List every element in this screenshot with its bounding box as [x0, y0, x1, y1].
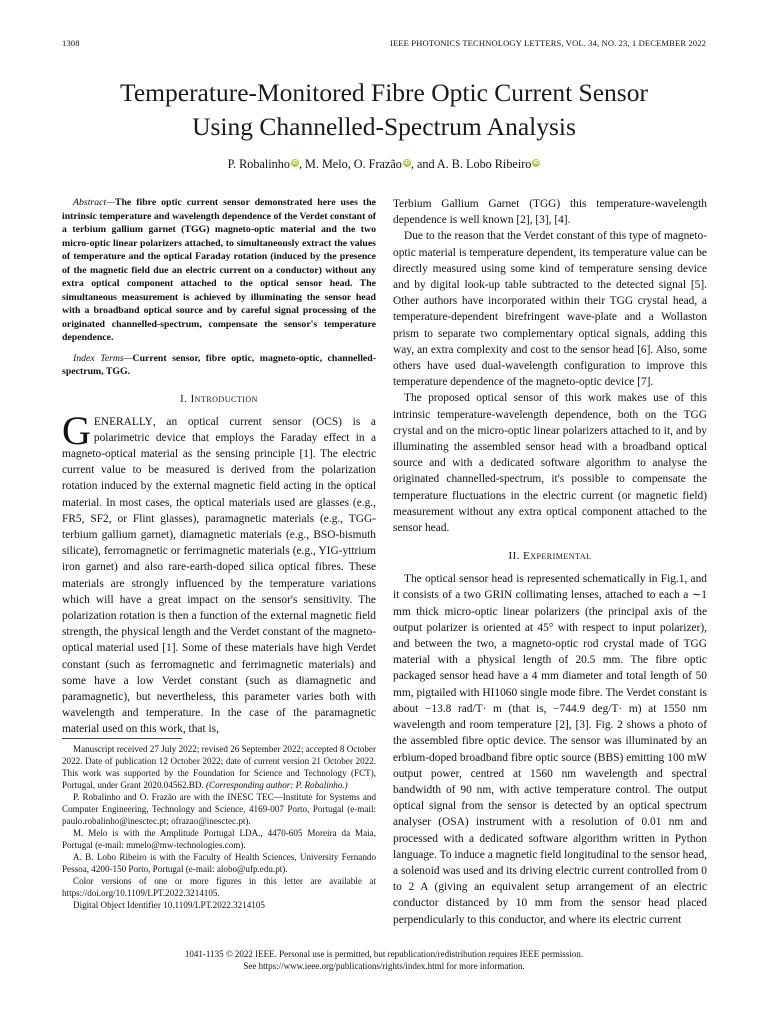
intro-paragraph-2: Due to the reason that the Verdet constant of this type of magneto-optic material is temperature dependent, its temperature value can be directly measured using some kind of temperature sensing device and by digital look-up table subtracted to the detected signal [5]. Other authors have incorporated within their TGG crystal head, a temperature-dependent birefringent wave-plate and a Wollaston prism to separate two complementary optical signals, adding this way, an extra complexity and cost to the sensor head [6]. Also, some others have used dual-wavelength configuration to improve this temperature dependence of the magneto-optic device [7]. — [393, 230, 707, 389]
intro-lead-word: ENERALLY — [93, 415, 153, 428]
intro-paragraph-1: GENERALLY, an optical current sensor (OCS) is a polarimetric device that employs the Faraday effect in a magneto-optical material as the sensing principle [1]. The electric current value to be measured is derived from the polarization rotation induced by the external magnetic field acting in the optical material. In most cases, the optical materials used are glasses (e.g., FR5, SF2, or Flint glasses), paramagnetic materials (e.g., TGG-terbium gallium garnet), diamagnetic materials (e.g., BSO-bismuth silicate), ferromagnetic or ferrimagnetic materials (e.g., YIG-yttrium iron garnet) and also rare-earth-doped silica optical fibres. These materials are strongly influenced by the temperature variations which will have a great impact on the sensor's sensitivity. The polarization rotation is then a function of the external magnetic field strength, the physical length and the Verdet constant of the magneto-optical material used [1]. Some of these materials have high Verdet constant (such as ferromagnetic and ferrimagnetic materials) and some have a low Verdet constant (such as diamagnetic and paramagnetic), but nevertheless, this parameter varies both with wavelength and temperature. In the case of the paramagnetic material used on this work, that is, — [62, 407, 376, 736]
footnote-doi: Digital Object Identifier 10.1109/LPT.2022.3214105 — [73, 900, 265, 910]
orcid-icon[interactable]: iD — [404, 160, 410, 166]
footnote-affiliation-1: P. Robalinho and O. Frazão are with the INESC TEC—Institute for Systems and Computer Engineering, Technology and Science, 4169-007 Porto, Portugal (e-mail: paulo.robalinho@inesctec.pt; ofrazao@inesctec.pt). — [62, 792, 376, 826]
author-4: , and A. B. Lobo Ribeiro — [410, 157, 532, 171]
footnote-color-versions: Color versions of one or more figures in this letter are available at https://doi.org/10.1109/LPT.2022.3214105. — [62, 876, 376, 898]
abstract — [62, 196, 376, 345]
section-heading-experimental: II. Experimental — [508, 550, 592, 563]
copyright-line-2: See https://www.ieee.org/publications/rights/index.html for more information. — [243, 961, 525, 971]
author-list — [40, 157, 728, 172]
title-line-2: Using Channelled-Spectrum Analysis — [192, 112, 576, 141]
abstract-text: The fibre optic current sensor demonstrated here uses the intrinsic temperature and wavelength dependence of the Verdet constant of a terbium gallium garnet (TGG) magneto-optic material and the two micro-optic linear polarizers attached, to simultaneously extract the values of temperature and the optical Faraday rotation (induced by the presence of the magnetic field due an electric current on a conductor) without any extra optical component attached to the optical sensor head. The simultaneous measurement is achieved by illuminating the sensor head with a broadband optical source and by careful signal processing of the originated channelled-spectrum, compensate the sensor's temperature dependence. — [62, 197, 376, 343]
footnote-affiliation-3: A. B. Lobo Ribeiro is with the Faculty of Health Sciences, University Fernando Pessoa, 4200-150 Porto, Portugal (e-mail: alobo@ufp.edu.pt). — [62, 852, 376, 874]
left-column — [62, 196, 376, 738]
copyright-footer — [40, 948, 728, 972]
experimental-paragraph-1: The optical sensor head is represented schematically in Fig.1, and it consists of a two GRIN collimating lenses, attached to each a ∼1 mm thick micro-optic linear polarizers (the principal axis of the output polarizer is oriented at 45° with respect to input polarizer), and between the two, a magneto-optic rod crystal made of TGG material with a physical length of 20.5 mm. The fibre optic packaged sensor head have a 4 mm diameter and total length of 50 mm, pigtailed with HI1060 single mode fibre. The Verdet constant is about −13.8 rad/T· m (that is, −744.9 deg/T· m) at 1550 nm wavelength and room temperature [2], [3]. Fig. 2 shows a photo of the assembled fibre optic device. The sensor was illuminated by an erbium-doped broadband fibre optic source (BBS) emitting 100 mW output power, centred at 1560 nm wavelength and spectral bandwidth of 90 nm, with active temperature control. The output optical signal from the sensor is detected by an optical spectrum analyser (OSA) instrument with a resolution of 0.01 nm and processed with a dedicated software algorithm written in Python language. To induce a magnetic field longitudinal to the sensor head, a solenoid was used and its driving electric current controlled from 0 to 2 A (giving an equivalent setup arrangement of an electric conductor distanced by 10 mm from the sensor head placed perpendicularly to this conductor, and where its electric current — [393, 573, 707, 926]
abstract-label: Abstract— — [73, 197, 115, 208]
index-terms-text: Current sensor, fibre optic, magneto-optic, channelled-spectrum, TGG. — [62, 352, 376, 377]
drop-cap: G — [62, 407, 91, 453]
page-number: 1308 — [62, 38, 80, 48]
journal-name: IEEE PHOTONICS TECHNOLOGY LETTERS, VOL. 34, NO. 23, 1 DECEMBER 2022 — [390, 38, 706, 48]
index-terms — [62, 352, 376, 379]
footnotes — [62, 738, 376, 911]
copyright-line-1: 1041-1135 © 2022 IEEE. Personal use is permitted, but republication/redistribution requires IEEE permission. — [184, 949, 584, 959]
authors-2-3: , M. Melo, O. Frazão — [298, 157, 402, 171]
footnote-affiliation-2: M. Melo is with the Amplitude Portugal LDA., 4470-605 Moreira da Maia, Portugal (e-mail: mmelo@mw-technologies.com). — [62, 828, 376, 850]
section-heading-introduction: I. Introduction — [180, 392, 258, 405]
index-terms-label: Index Terms— — [73, 352, 133, 364]
author-1: P. Robalinho — [227, 157, 290, 171]
paper-title — [40, 76, 728, 144]
orcid-icon[interactable]: iD — [533, 160, 540, 166]
intro-paragraph-3: The proposed optical sensor of this work makes use of this intrinsic temperature-wavelength dependence, both on the TGG crystal and on the micro-optic linear polarizers attached to it, and by illuminating the assembled sensor head with a broadband optical source and with a dedicated software algorithm to analyse the originated channelled-spectrum, it's possible to compensate the temperature fluctuations in the electric current (or magnetic field) measurement without any extra optical component attached to the sensor head. — [393, 392, 707, 535]
right-column — [393, 196, 707, 928]
orcid-icon[interactable]: iD — [292, 160, 298, 166]
intro-paragraph-1-continued: Terbium Gallium Garnet (TGG) this temperature-wavelength dependence is well known [2], [3], [4]. — [393, 198, 707, 227]
footnote-manuscript: Manuscript received 27 July 2022; revised 26 September 2022; accepted 8 October 2022. Date of publication 12 October 2022; date of current version 21 October 2022. This work was supported by the Foundation for Science and Technology (FCT), Portugal, under Grant 2020.04562.BD. (Corresponding author: P. Robalinho.) — [62, 744, 376, 790]
footnote-rule — [62, 738, 182, 739]
title-line-1: Temperature-Monitored Fibre Optic Current Sensor — [120, 78, 648, 107]
